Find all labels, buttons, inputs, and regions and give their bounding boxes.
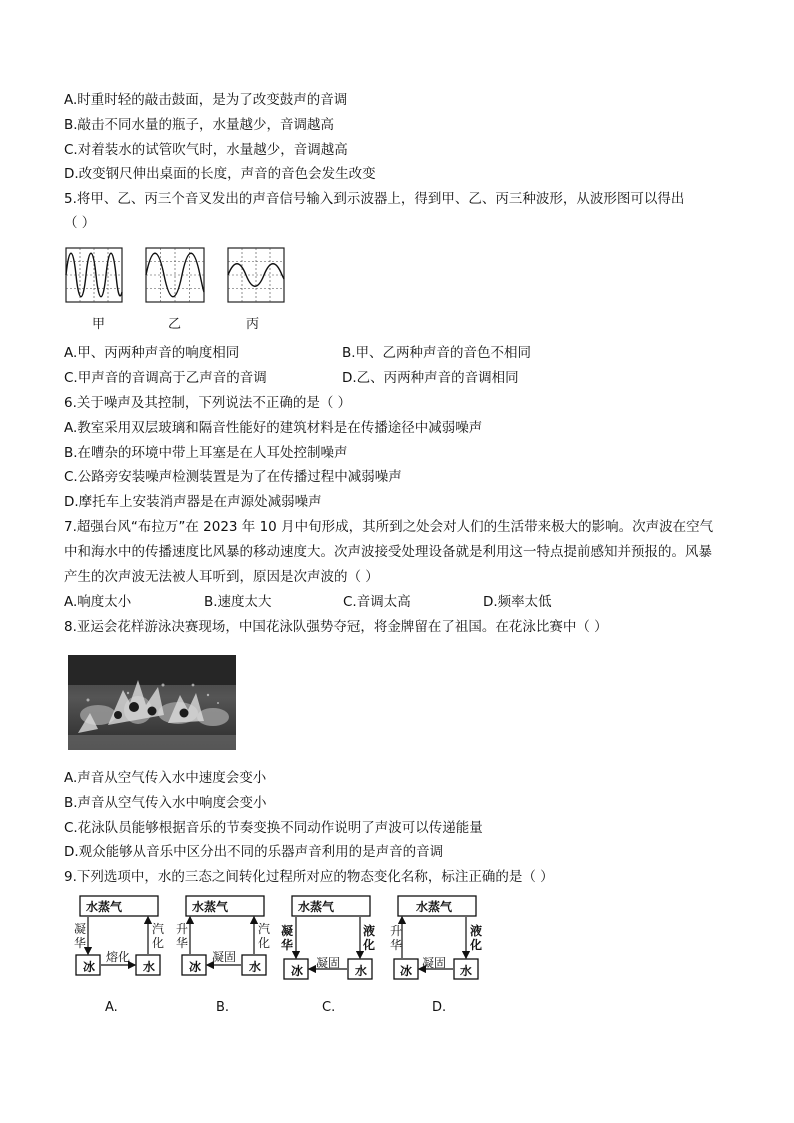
- q7-option-d: D.频率太低: [483, 594, 552, 610]
- diagram-c-right-box: 水: [355, 964, 368, 978]
- q4-option-b: B.敲击不同水量的瓶子，水量越少，音调越高: [64, 117, 335, 133]
- q6-option-c: C.公路旁安装噪声检测装置是为了在传播过程中减弱噪声: [64, 469, 402, 485]
- diagram-a-right-arrow: 汽化: [152, 922, 165, 950]
- q7-stem-line3: 产生的次声波无法被人耳听到，原因是次声波的（ ）: [64, 569, 379, 585]
- waveform-label-jia: 甲: [92, 317, 106, 332]
- diagram-c-right-arrow: 液化: [363, 924, 376, 952]
- diagram-c-left-box: 冰: [291, 964, 304, 978]
- diagram-b-bottom-arrow: 凝固: [212, 950, 237, 964]
- q6-stem: 6.关于噪声及其控制，下列说法不正确的是（ ）: [64, 395, 352, 411]
- q6-option-b: B.在嘈杂的环境中带上耳塞是在人耳处控制噪声: [64, 445, 348, 461]
- waveform-bing: [228, 248, 284, 302]
- diagram-d-bottom-arrow: 凝固: [422, 956, 447, 970]
- diagram-b-letter: B.: [216, 1000, 230, 1015]
- q4-option-a: A.时重时轻的敲击鼓面，是为了改变鼓声的音调: [64, 92, 348, 108]
- diagram-c-letter: C.: [322, 1000, 336, 1015]
- q5-option-a: A.甲、丙两种声音的响度相同: [64, 345, 240, 361]
- diagram-a-top: 水蒸气: [86, 900, 123, 914]
- q5-stem-line1: 5.将甲、乙、丙三个音叉发出的声音信号输入到示波器上，得到甲、乙、丙三种波形，从波形图可以得出: [64, 191, 685, 207]
- diagram-a-letter: A.: [105, 1000, 118, 1015]
- q8-option-c: C.花泳队员能够根据音乐的节奏变换不同动作说明了声波可以传递能量: [64, 820, 483, 836]
- synchronized-swimming-photo: [68, 655, 236, 750]
- diagram-a-left-arrow: 凝华: [74, 922, 87, 950]
- q7-option-c: C.音调太高: [343, 594, 411, 610]
- diagram-c-left-arrow: 凝华: [281, 924, 294, 952]
- q8-option-a: A.声音从空气传入水中速度会变小: [64, 770, 267, 786]
- diagram-a-right-box: 水: [143, 960, 156, 974]
- q5-option-d: D.乙、丙两种声音的音调相同: [342, 370, 519, 386]
- diagram-c-top: 水蒸气: [298, 900, 335, 914]
- q8-option-d: D.观众能够从音乐中区分出不同的乐器声音利用的是声音的音调: [64, 844, 444, 860]
- q8-option-b: B.声音从空气传入水中响度会变小: [64, 795, 267, 811]
- q8-stem: 8.亚运会花样游泳决赛现场，中国花泳队强势夺冠，将金牌留在了祖国。在花泳比赛中（ ）: [64, 619, 608, 635]
- waveform-label-yi: 乙: [168, 317, 182, 332]
- q7-stem-line2: 中和海水中的传播速度比风暴的移动速度大。次声波接受处理设备就是利用这一特点提前感知并预报的。风暴: [64, 544, 712, 560]
- diagram-b-left-arrow: 升华: [176, 922, 189, 950]
- diagram-c-bottom-arrow: 凝固: [316, 956, 341, 970]
- q9-stem: 9.下列选项中，水的三态之间转化过程所对应的物态变化名称，标注正确的是（ ）: [64, 869, 554, 885]
- diagram-b-right-arrow: 汽化: [258, 922, 271, 950]
- diagram-a-bottom-arrow: 熔化: [106, 950, 131, 964]
- diagram-d-left-box: 冰: [400, 964, 413, 978]
- diagram-d-right-box: 水: [460, 964, 473, 978]
- waveform-jia: [66, 248, 122, 302]
- q6-option-a: A.教室采用双层玻璃和隔音性能好的建筑材料是在传播途径中减弱噪声: [64, 420, 483, 436]
- q7-option-b: B.速度太大: [204, 594, 272, 610]
- diagram-d-top: 水蒸气: [416, 900, 453, 914]
- waveform-yi: [146, 248, 204, 302]
- diagram-b-left-box: 冰: [189, 960, 202, 974]
- diagram-a-left-box: 冰: [83, 960, 96, 974]
- q4-option-d: D.改变钢尺伸出桌面的长度，声音的音色会发生改变: [64, 166, 376, 182]
- diagram-b-top: 水蒸气: [192, 900, 229, 914]
- q5-option-b: B.甲、乙两种声音的音色不相同: [342, 345, 532, 361]
- q5-stem-line2: （ ）: [64, 215, 96, 231]
- waveform-label-bing: 丙: [246, 317, 260, 332]
- q7-option-a: A.响度太小: [64, 594, 132, 610]
- q6-option-d: D.摩托车上安装消声器是在声源处减弱噪声: [64, 494, 322, 510]
- diagram-d-left-arrow: 升华: [390, 924, 403, 952]
- oscilloscope-waveforms: [60, 244, 290, 306]
- diagram-d-right-arrow: 液化: [470, 924, 483, 952]
- diagram-b-right-box: 水: [249, 960, 262, 974]
- q5-option-c: C.甲声音的音调高于乙声音的音调: [64, 370, 267, 386]
- q4-option-c: C.对着装水的试管吹气时，水量越少，音调越高: [64, 142, 348, 158]
- diagram-d-letter: D.: [432, 1000, 447, 1015]
- q7-stem-line1: 7.超强台风“布拉万”在 2023 年 10 月中旬形成，其所到之处会对人们的生活带来极大的影响。次声波在空气: [64, 519, 714, 535]
